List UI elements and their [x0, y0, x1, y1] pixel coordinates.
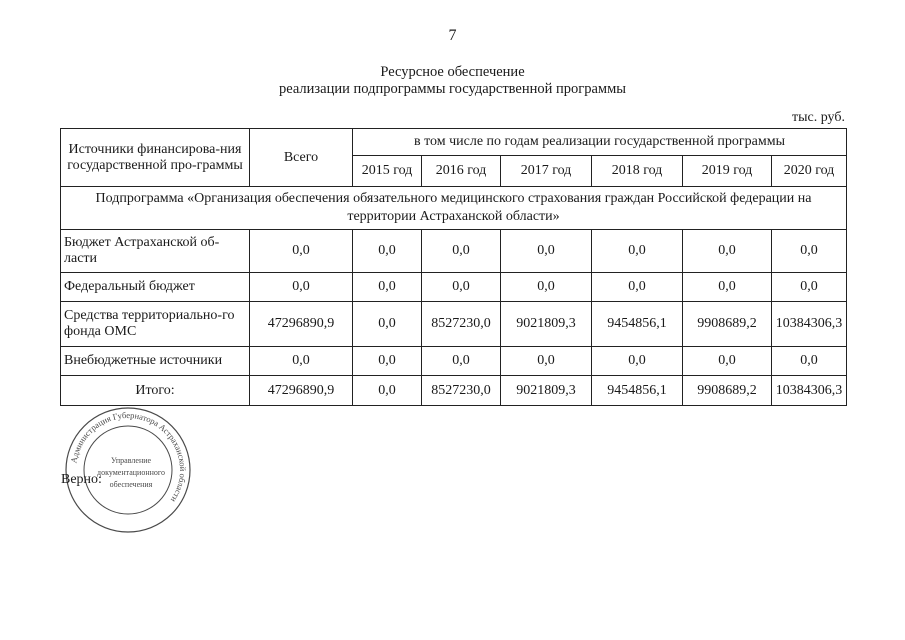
- row-value: 0,0: [353, 302, 422, 347]
- header-year: 2015 год: [353, 156, 422, 187]
- row-total: 0,0: [250, 347, 353, 376]
- title-line-1: Ресурсное обеспечение: [380, 64, 525, 80]
- row-total: 0,0: [250, 273, 353, 302]
- row-value: 8527230,0: [422, 302, 501, 347]
- row-value: 0,0: [501, 347, 592, 376]
- row-label: Бюджет Астраханской об-ласти: [61, 230, 250, 273]
- stamp-inner-line-1: Управление: [110, 456, 152, 465]
- row-value: 0,0: [592, 273, 683, 302]
- stamp-outer-text: Администрация Губернатора Астраханской области: [68, 409, 189, 505]
- stamp-inner-line-3: обеспечения: [109, 480, 153, 489]
- subprogram-title: Подпрограмма «Организация обеспечения обязательного медицинского страхования граждан Российской федерации на территории Астраханской области»: [61, 187, 847, 230]
- header-row-1: [61, 129, 847, 156]
- row-value: 0,0: [353, 230, 422, 273]
- subprogram-row: [61, 187, 847, 230]
- row-value: 9908689,2: [683, 302, 772, 347]
- table-row: [61, 273, 847, 302]
- row-value: 0,0: [501, 230, 592, 273]
- row-value: 0,0: [422, 347, 501, 376]
- row-value: 0,0: [683, 347, 772, 376]
- header-year: 2020 год: [772, 156, 847, 187]
- document-title: [0, 64, 905, 98]
- table-row-total: [61, 376, 847, 406]
- page-number: 7: [448, 27, 457, 44]
- row-value: 0,0: [501, 273, 592, 302]
- header-total: Всего: [250, 129, 353, 187]
- row-value: 0,0: [772, 230, 847, 273]
- row-value: 0,0: [592, 347, 683, 376]
- table-row: [61, 347, 847, 376]
- units-label: тыс. руб.: [792, 110, 845, 125]
- row-value: 0,0: [592, 230, 683, 273]
- header-year: 2018 год: [592, 156, 683, 187]
- row-value: 10384306,3: [772, 376, 847, 406]
- row-value: 8527230,0: [422, 376, 501, 406]
- row-value: 0,0: [772, 273, 847, 302]
- header-source: Источники финансирова-ния государственной про-граммы: [61, 129, 250, 187]
- header-year: 2019 год: [683, 156, 772, 187]
- row-total: 0,0: [250, 230, 353, 273]
- row-value: 0,0: [772, 347, 847, 376]
- row-label: Федеральный бюджет: [61, 273, 250, 302]
- row-value: 0,0: [353, 273, 422, 302]
- row-value: 0,0: [422, 273, 501, 302]
- row-value: 9021809,3: [501, 376, 592, 406]
- row-value: 9908689,2: [683, 376, 772, 406]
- stamp-inner-line-2: документационного: [97, 468, 165, 477]
- row-label: Средства территориально-го фонда ОМС: [61, 302, 250, 347]
- title-line-2: реализации подпрограммы государственной программы: [278, 81, 627, 97]
- header-year: 2017 год: [501, 156, 592, 187]
- table-row: [61, 230, 847, 273]
- resource-table: [60, 128, 847, 406]
- header-year: 2016 год: [422, 156, 501, 187]
- row-value: 0,0: [422, 230, 501, 273]
- row-total: 47296890,9: [250, 302, 353, 347]
- row-total: 47296890,9: [250, 376, 353, 406]
- row-value: 10384306,3: [772, 302, 847, 347]
- row-value: 9454856,1: [592, 302, 683, 347]
- row-value: 9454856,1: [592, 376, 683, 406]
- header-years-span: в том числе по годам реализации государственной программы: [353, 129, 847, 156]
- row-label: Внебюджетные источники: [61, 347, 250, 376]
- table-row: [61, 302, 847, 347]
- official-stamp: [63, 405, 193, 535]
- row-value: 0,0: [353, 347, 422, 376]
- row-value: 9021809,3: [501, 302, 592, 347]
- row-label: Итого:: [61, 376, 250, 406]
- verification-label: Верно:: [61, 472, 102, 487]
- row-value: 0,0: [683, 273, 772, 302]
- row-value: 0,0: [353, 376, 422, 406]
- row-value: 0,0: [683, 230, 772, 273]
